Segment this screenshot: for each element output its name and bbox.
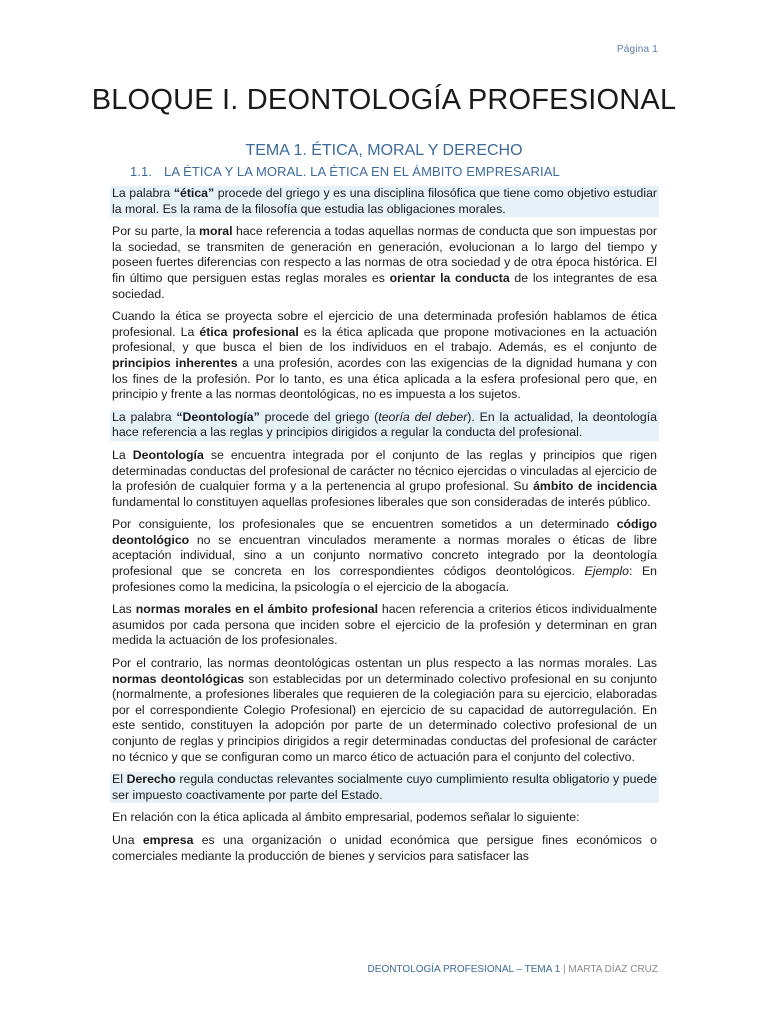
text-run: procede del griego ( <box>259 409 379 424</box>
block-title: BLOQUE I. DEONTOLOGÍA PROFESIONAL <box>91 84 677 116</box>
bold-text: principios inherentes <box>112 355 238 370</box>
text-run: no se encuentran vinculados meramente a normas morales o éticas de libre aceptación individual, sino a un conjunto normativo concreto integrado por la deontología profesional que se concreta en los correspondientes códigos deontológicos. <box>112 532 657 579</box>
paragraph <box>110 810 659 826</box>
text-run: Por consiguiente, los profesionales que se encuentren sometidos a un determinado <box>112 517 617 532</box>
text-run: de los integrantes de esa sociedad. <box>112 270 658 301</box>
text-run: a una profesión, acordes con las exigencias de la dignidad humana y con los fines de la profesión. Por lo tanto, es una ética aplicada a la esfera profesional pero que, en principio y frente a las normas deontológicas, no es impuesta a los sujetos. <box>112 355 657 402</box>
text-run: regula conductas relevantes socialmente cuyo cumplimiento resulta obligatorio y puede ser impuesto coactivamente por parte del Estado. <box>112 772 657 802</box>
paragraph <box>110 224 659 302</box>
bold-text: ámbito de incidencia <box>533 479 658 494</box>
text-run: hace referencia a todas aquellas normas de conducta que son impuestas por la sociedad, se transmiten de generación en generación, evolucionan a lo largo del tiempo y poseen fuertes diferencias con respecto a las normas de otra sociedad y de otra época histórica. El fin último que persiguen estas reglas morales es <box>112 224 657 285</box>
bold-text: “Deontología” <box>176 409 260 424</box>
paragraph <box>110 309 659 403</box>
document-body <box>110 186 659 871</box>
bold-text: código deontológico <box>112 517 657 547</box>
text-run: es una organización o unidad económica que persigue fines económicos o comerciales mediante la producción de bienes y servicios para satisfacer las <box>112 832 657 863</box>
page-footer <box>368 964 658 975</box>
bold-text: orientar la conducta <box>389 270 510 285</box>
text-run: se encuentra integrada por el conjunto de las reglas y principios que rigen determinadas conductas del profesional de carácter no técnico ejercidas o vinculadas al ejercicio de la profesión de cualquier forma y a la pertenencia al grupo profesional. Su <box>112 447 657 494</box>
text-run: Por su parte, la <box>112 224 200 239</box>
footer-separator: | <box>560 964 569 975</box>
bold-text: empresa <box>142 832 194 847</box>
footer-course: DEONTOLOGÍA PROFESIONAL – TEMA 1 <box>367 964 561 975</box>
text-run: es la ética aplicada que propone motivaciones en la actuación profesional, y que busca el bien de los individuos en el trabajo. Además, es el conjunto de <box>112 324 657 355</box>
text-run: Las <box>112 602 136 617</box>
text-run: En relación con la ética aplicada al ámbito empresarial, podemos señalar lo siguiente: <box>112 810 580 825</box>
text-run: Cuando la ética se proyecta sobre el ejercicio de una determinada profesión hablamos de ética profesional. La <box>112 309 657 339</box>
tema-title: TEMA 1. ÉTICA, MORAL Y DERECHO <box>245 142 523 159</box>
paragraph <box>110 602 659 649</box>
bold-text: normas morales en el ámbito profesional <box>135 602 378 617</box>
text-run: La palabra <box>112 186 174 200</box>
italic-text: Ejemplo <box>584 564 629 579</box>
text-run: : En profesiones como la medicina, la psicología o el ejercicio de la abogacía. <box>112 564 657 594</box>
section-number: 1.1. <box>130 164 153 179</box>
bold-text: Derecho <box>126 772 176 787</box>
paragraph <box>110 517 659 595</box>
paragraph <box>110 772 659 803</box>
paragraph <box>110 410 659 441</box>
text-run: Por el contrario, las normas deontológicas ostentan un plus respecto a las normas morales. Las <box>112 656 657 671</box>
bold-text: ética profesional <box>199 324 299 339</box>
bold-text: moral <box>199 224 233 239</box>
text-run: procede del griego y es una disciplina filosófica que tiene como objetivo estudiar la moral. Es la rama de la filosofía que estudia las obligaciones morales. <box>112 186 657 216</box>
bold-text: Deontología <box>132 447 204 462</box>
bold-text: normas deontológicas <box>112 671 245 686</box>
paragraph <box>110 656 659 765</box>
footer-author: MARTA DÍAZ CRUZ <box>568 964 658 975</box>
text-run: ). En la actualidad, la deontología hace referencia a las reglas y principios dirigidos a regular la conducta del profesional. <box>112 409 657 440</box>
text-run: son establecidas por un determinado colectivo profesional en su conjunto (normalmente, a profesiones liberales que requieren de la colegiación para su ejercicio, elaboradas por el correspondiente Colegio Profesional) en ejercicio de su capacidad de autorregulación. En este sentido, constituyen la adopción por parte de un determinado colectivo profesional de un conjunto de reglas y principios dirigidos a regir determinadas conductas del profesional de carácter no técnico y que se configuran como un marco ético de actuación para el conjunto del colectivo. <box>112 671 657 764</box>
paragraph <box>110 186 659 217</box>
text-run: fundamental lo constituyen aquellas profesiones liberales que son consideradas de interés público. <box>112 494 651 509</box>
paragraph <box>110 448 659 510</box>
section-title-text: LA ÉTICA Y LA MORAL. LA ÉTICA EN EL ÁMBITO EMPRESARIAL <box>164 164 560 179</box>
page-number: Página 1 <box>616 44 658 55</box>
paragraph <box>110 833 659 864</box>
text-run: El <box>112 772 127 787</box>
bold-text: “ética” <box>173 186 215 200</box>
text-run: La palabra <box>112 409 177 424</box>
text-run: hacen referencia a criterios éticos individualmente asumidos por cada persona que inciden sobre el ejercicio de la profesión y determinan en gran medida la actuación de los profesionales. <box>112 602 658 648</box>
section-heading <box>130 164 560 179</box>
italic-text: teoría del deber <box>378 409 468 424</box>
text-run: La <box>112 447 133 462</box>
text-run: Una <box>112 832 143 847</box>
